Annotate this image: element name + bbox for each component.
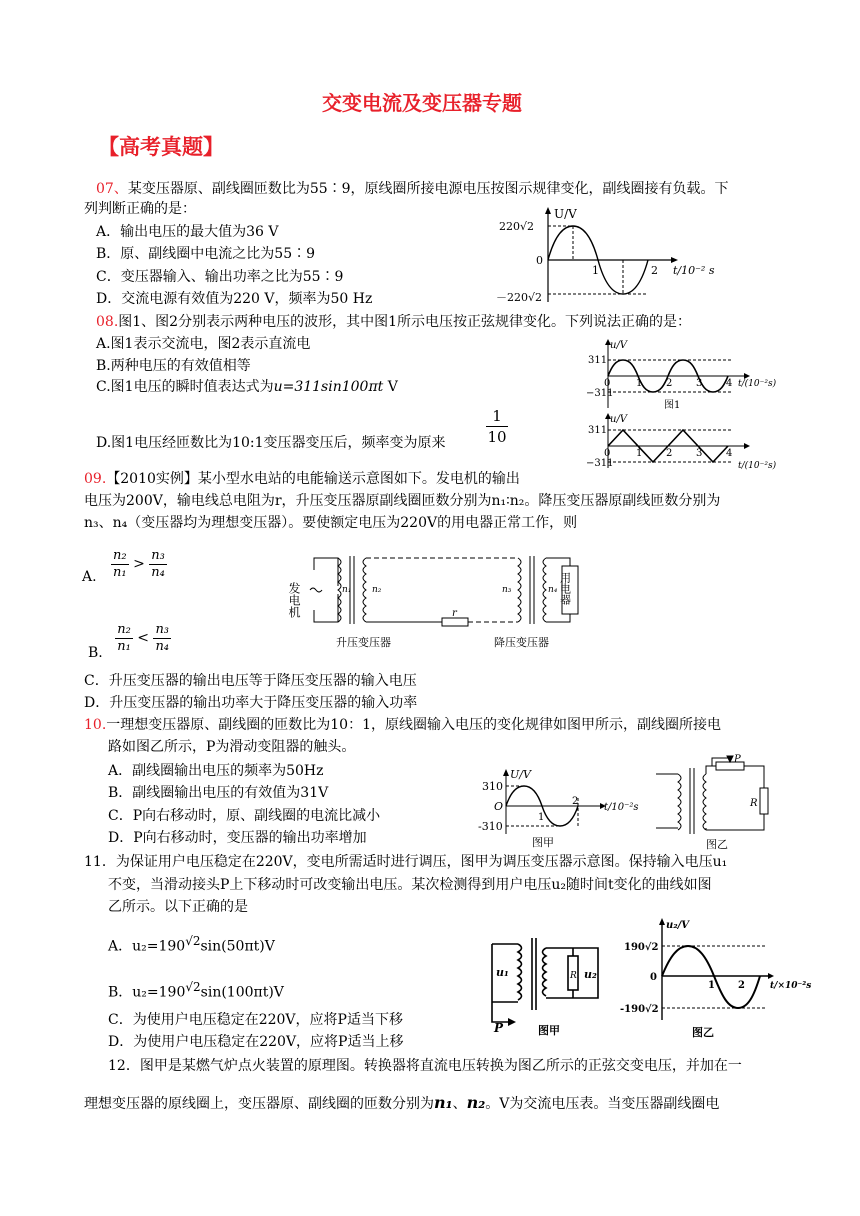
q10-graph-t2: 2	[572, 796, 579, 807]
q10-graph-zero: O	[494, 800, 504, 813]
q09-option-b-label: B.	[88, 645, 103, 661]
q10-circuit-caption: 图乙	[706, 838, 728, 851]
q09-option-b	[88, 614, 171, 662]
q11-fig-a-p: P	[494, 1021, 504, 1035]
q10-number: 10.	[84, 717, 107, 733]
q11-figure-a-transformer	[484, 930, 614, 1038]
q07-graph-t1: 1	[592, 264, 599, 277]
q07-graph-zero: 0	[536, 254, 543, 267]
q08-stem-text: 图1、图2分别表示两种电压的波形，其中图1所示电压按正弦规律变化。下列说法正确的是：	[118, 314, 691, 330]
q08-fig2-tick-0: 0	[604, 448, 611, 459]
q11-option-c: C．为使用户电压稳定在220V，应将P适当下移	[108, 1012, 403, 1028]
q07-graph-ymin: －220√2	[496, 291, 543, 304]
section-heading: 【高考真题】	[98, 135, 224, 159]
q10-option-c: C．P向右移动时，原、副线圈的电流比减小	[108, 808, 381, 824]
q10-stem-line1	[84, 716, 721, 734]
q11-fig-b-t2: 2	[738, 980, 745, 991]
q07-graph-xlabel: t/10⁻² s	[673, 264, 715, 277]
q08-fig2-top: 311	[588, 425, 608, 436]
q09-b-operator: <	[137, 630, 149, 646]
q11-stem-line3: 乙所示。以下正确的是	[108, 899, 248, 915]
q09-stem-line3: n₃、n₄（变压器均为理想变压器）。要使额定电压为220V的用电器正常工作，则	[84, 515, 578, 531]
q08-fraction-denominator: 10	[487, 428, 507, 446]
q08-option-a: A.图1表示交流电，图2表示直流电	[96, 336, 311, 352]
q08-option-c-unit: V	[387, 379, 398, 395]
q09-option-a-label: A.	[82, 569, 97, 585]
q11-fig-b-bottom: -190√2	[620, 1004, 659, 1015]
q12-stem-line1	[108, 1057, 742, 1075]
q10-option-a: A．副线圈输出电压的频率为50Hz	[108, 763, 324, 779]
q09-a-operator: >	[133, 556, 145, 572]
q07-stem-line2: 列判断正确的是：	[84, 201, 196, 217]
q07-graph-t2: 2	[651, 264, 658, 277]
q09-n2-label: n₂	[372, 585, 382, 595]
q09-stem-text: 【2010实例】某小型水电站的电能输送示意图如下。发电机的输出	[106, 471, 520, 487]
q08-figure-2-triangle	[586, 412, 796, 470]
q09-a-left-num: n₂	[113, 547, 127, 563]
q08-fig1-top: 311	[588, 355, 608, 366]
q12-stem-text: 图甲是某燃气炉点火装置的原理图。转换器将直流电压转换为图乙所示的正弦交变电压，并加在一	[139, 1058, 742, 1074]
q07-option-d: D．交流电源有效值为220 V，频率为50 Hz	[96, 291, 373, 307]
q11-option-d: D．为使用户电压稳定在220V，应将P适当上移	[108, 1034, 404, 1050]
q12-n1: n₁	[434, 1093, 453, 1112]
q07-option-c: C．变压器输入、输出功率之比为55∶9	[96, 269, 344, 285]
q09-b-left-den: n₁	[117, 638, 131, 654]
q09-b-right-den: n₄	[155, 638, 170, 654]
q11-stem-line1	[84, 853, 727, 871]
q09-a-frac-left	[111, 548, 129, 581]
page-title: 交变电流及变压器专题	[322, 91, 522, 115]
q07-stem-line1	[96, 180, 729, 198]
q11-option-b	[108, 978, 284, 1002]
q10-graph-top: 310	[482, 780, 503, 793]
q08-fig1-ylabel: u/V	[610, 340, 628, 351]
q07-graph-ymax: 220√2	[499, 220, 535, 233]
q09-a-frac-right	[149, 548, 167, 581]
q09-a-right-num: n₃	[151, 547, 165, 563]
q08-option-d: D.图1电压经匝数比为10:1变压器变压后，频率变为原来	[96, 435, 446, 451]
q12-separator: 、	[452, 1096, 467, 1112]
q08-fig1-tick-2: 2	[666, 378, 673, 389]
q11-stem-line2: 不变，当滑动接头P上下移动时可改变输出电压。某次检测得到用户电压u₂随时间t变化的曲线如图	[108, 877, 712, 893]
q08-fig2-bottom: −311	[586, 458, 614, 469]
q08-fig1-bottom: −311	[586, 388, 614, 399]
q11-fig-b-top: 190√2	[624, 942, 659, 953]
q11-a-sqrt: √2	[185, 934, 201, 948]
q10-graph-xlabel: t/10⁻²s	[604, 802, 639, 813]
q11-fig-b-caption: 图乙	[692, 1026, 714, 1039]
q12-stem2-post: 。V为交流电压表。当变压器副线圈电	[485, 1096, 720, 1112]
q11-fig-b-zero: 0	[650, 972, 657, 983]
q10-graph-bottom: -310	[478, 820, 503, 833]
q08-stem	[96, 313, 691, 331]
q10-option-b: B．副线圈输出电压的有效值为31V	[108, 785, 329, 801]
q10-stem-text: 一理想变压器原、副线圈的匝数比为10：1，原线圈输入电压的变化规律如图甲所示，副线圈所接电	[106, 717, 721, 733]
q11-fig-a-caption: 图甲	[538, 1024, 560, 1037]
q09-transmission-diagram	[287, 548, 602, 652]
q08-option-c	[96, 378, 398, 396]
q09-a-left-den: n₁	[113, 564, 127, 580]
q09-load-label: 用电器	[558, 572, 572, 605]
q11-b-sqrt: √2	[185, 980, 201, 994]
q11-a-post: sin(50πt)V	[200, 938, 275, 955]
q09-r-label: r	[452, 608, 457, 619]
q08-fig2-tick-1: 1	[636, 448, 643, 459]
q08-fig1-tick-0: 0	[604, 378, 611, 389]
q07-voltage-graph	[496, 204, 726, 304]
q08-fig1-tick-4: 4	[726, 378, 733, 389]
q09-option-d: D．升压变压器的输出功率大于降压变压器的输入功率	[84, 695, 418, 711]
q09-gen-label: 发电机	[287, 582, 301, 618]
q09-a-right-den: n₄	[151, 564, 165, 580]
q11-option-a	[108, 932, 275, 956]
q10-option-d: D．P向右移动时，变压器的输出功率增加	[108, 830, 367, 846]
q09-b-right-num: n₃	[155, 621, 170, 637]
q09-n1-label: n₁	[342, 585, 352, 595]
q08-figure-1-sine	[586, 338, 796, 410]
q08-option-c-text: C.图1电压的瞬时值表达式为	[96, 379, 274, 395]
q11-fig-a-u2: u₂	[584, 968, 597, 981]
q08-option-b: B.两种电压的有效值相等	[96, 358, 251, 374]
q07-option-b: B．原、副线圈中电流之比为55∶9	[96, 246, 316, 262]
q11-number: 11．	[84, 854, 116, 870]
q11-stem-text: 为保证用户电压稳定在220V，变电所需适时进行调压，图甲为调压变压器示意图。保持输入电压u₁	[115, 854, 728, 870]
q11-a-pre: A．u₂=190	[108, 938, 186, 955]
q10-graph-caption: 图甲	[532, 836, 554, 849]
q08-fig2-tick-2: 2	[666, 448, 673, 459]
q08-fig1-tick-3: 3	[696, 378, 703, 389]
q08-fig2-tick-3: 3	[696, 448, 703, 459]
q09-n4-label: n₄	[548, 585, 558, 595]
q11-fig-b-ylabel: u₂/V	[666, 920, 690, 931]
q08-number: 08.	[96, 314, 119, 330]
q08-fig1-tick-1: 1	[636, 378, 643, 389]
q11-fig-a-r: R	[570, 971, 577, 981]
q09-step-up-caption: 升压变压器	[336, 636, 391, 649]
q11-figure-b-voltage-graph	[620, 916, 816, 1040]
q12-n2: n₂	[466, 1093, 486, 1112]
q08-fig1-caption: 图1	[664, 400, 681, 411]
q11-fig-b-xlabel: t/×10⁻²s	[770, 981, 812, 991]
q09-b-left-num: n₂	[117, 621, 131, 637]
q08-option-c-formula: u=311sin100πt	[273, 379, 384, 395]
q11-b-post: sin(100πt)V	[200, 984, 284, 1001]
q07-graph-ylabel: U/V	[554, 207, 577, 221]
q08-fig2-ylabel: u/V	[610, 414, 628, 425]
q12-number: 12．	[108, 1058, 140, 1074]
q11-b-pre: B．u₂=190	[108, 984, 186, 1001]
q07-stem-text: 某变压器原、副线圈匝数比为55∶9，原线圈所接电源电压按图示规律变化，副线圈接有负载。下	[127, 181, 729, 197]
q10-graph-ylabel: U/V	[510, 768, 531, 781]
q10-graph-t1: 1	[538, 812, 545, 823]
q11-fig-a-u1: u₁	[496, 966, 509, 979]
q12-stem-line2	[84, 1094, 719, 1113]
q09-option-c: C．升压变压器的输出电压等于降压变压器的输入电压	[84, 673, 417, 689]
q08-fig2-tick-4: 4	[726, 448, 733, 459]
q10-slider-p-label: P	[734, 754, 741, 765]
q08-fraction-one-tenth	[486, 406, 508, 447]
q10-circuit-diagram	[650, 754, 770, 850]
q08-fig2-xlabel: t/(10⁻²s)	[738, 461, 777, 471]
q09-option-a	[82, 542, 167, 586]
q09-stem-line2: 电压为200V，输电线总电阻为r，升压变压器原副线圈匝数分别为n₁∶n₂。降压变压器原副线匝数分别为	[84, 493, 721, 509]
q09-stem-line1	[84, 470, 520, 488]
q09-number: 09.	[84, 471, 107, 487]
q12-stem2-pre: 理想变压器的原线圈上，变压器原、副线圈的匝数分别为	[84, 1096, 434, 1112]
q10-stem-line2: 路如图乙所示，P为滑动变阻器的触头。	[108, 739, 356, 755]
q10-voltage-graph	[476, 768, 639, 850]
q09-b-frac-left	[115, 622, 133, 655]
q11-fig-b-t1: 1	[708, 980, 715, 991]
q10-resistor-r-label: R	[750, 798, 758, 809]
q08-fraction-numerator: 1	[486, 406, 508, 427]
q09-b-frac-right	[153, 622, 171, 655]
q09-step-down-caption: 降压变压器	[494, 636, 549, 649]
q07-number: 07、	[96, 181, 128, 197]
q08-fig1-xlabel: t/(10⁻²s)	[738, 379, 777, 389]
q07-option-a: A．输出电压的最大值为36 V	[96, 224, 279, 240]
q09-n3-label: n₃	[502, 585, 512, 595]
